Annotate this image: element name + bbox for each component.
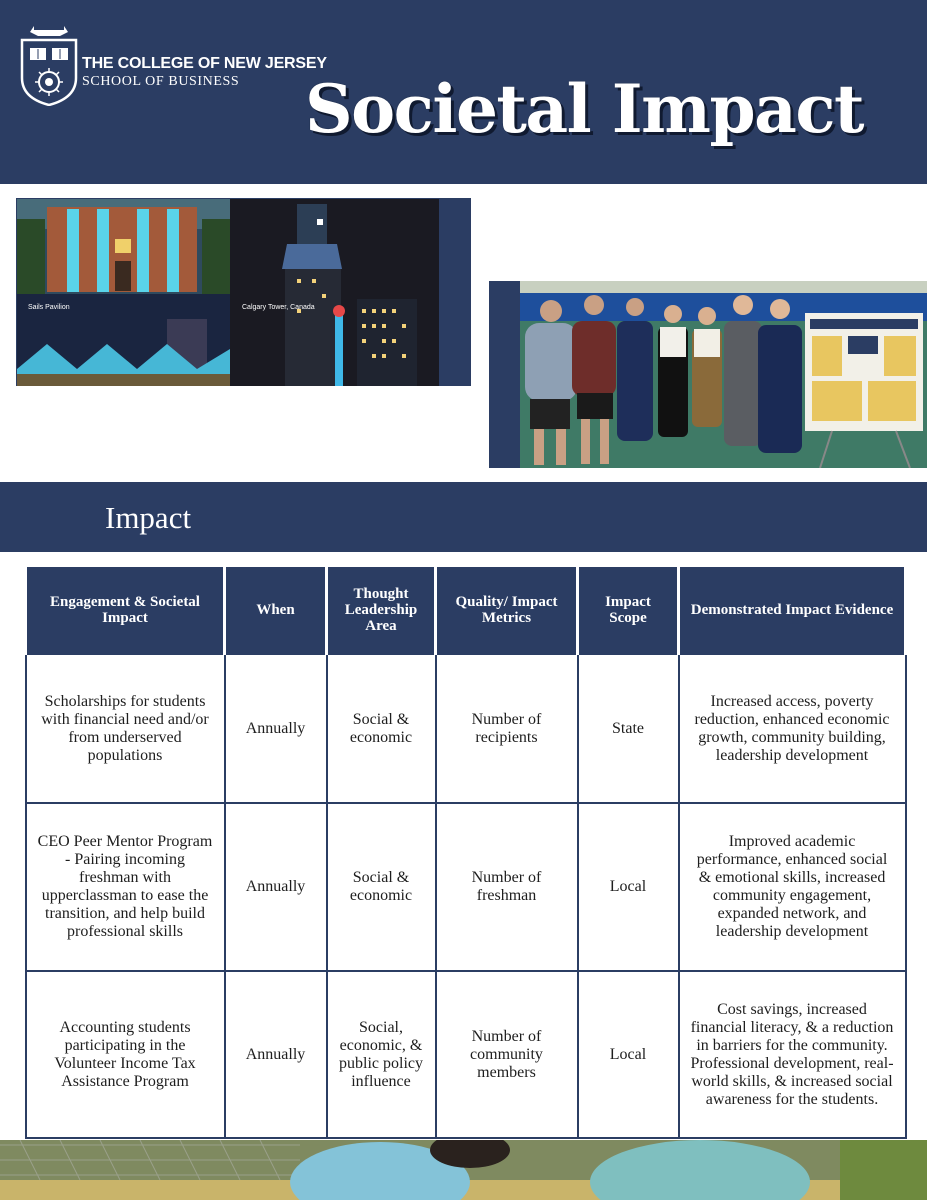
outdoor-volunteers-illustration bbox=[0, 1140, 927, 1200]
table-row bbox=[26, 971, 906, 1138]
photo-strip-volunteers bbox=[0, 1140, 927, 1200]
cell-engagement: Accounting students participating in the Volunteer Income Tax Assistance Program bbox=[26, 971, 225, 1138]
cell-scope: State bbox=[578, 654, 679, 803]
table-header bbox=[26, 567, 906, 654]
cell-when: Annually bbox=[225, 803, 327, 971]
cell-evidence: Increased access, poverty reduction, enhanced economic growth, community building, leadership development bbox=[679, 654, 906, 803]
cell-when: Annually bbox=[225, 654, 327, 803]
cell-engagement: Scholarships for students with financial need and/or from underserved populations bbox=[26, 654, 225, 803]
photo-caption-calgary-tower: Calgary Tower, Canada bbox=[242, 304, 315, 311]
institution-name: THE COLLEGE OF NEW JERSEY bbox=[82, 55, 327, 72]
table-row bbox=[26, 803, 906, 971]
column-header-scope: Impact Scope bbox=[578, 567, 679, 654]
night-buildings-illustration bbox=[17, 199, 439, 386]
impact-table bbox=[24, 567, 907, 1139]
student-group-illustration bbox=[520, 281, 927, 468]
cell-engagement: CEO Peer Mentor Program - Pairing incoming freshman with upperclassman to ease the transition, and help build professional skills bbox=[26, 803, 225, 971]
cell-when: Annually bbox=[225, 971, 327, 1138]
cell-scope: Local bbox=[578, 971, 679, 1138]
cell-evidence: Improved academic performance, enhanced social & emotional skills, increased community engagement, expanded network, and leadership development bbox=[679, 803, 906, 971]
section-title: Impact bbox=[105, 500, 192, 535]
college-seal-icon bbox=[18, 22, 80, 106]
photo-caption-sails-pavilion: Sails Pavilion bbox=[28, 304, 70, 311]
photo-students-group bbox=[520, 281, 927, 468]
cell-metrics: Number of community members bbox=[436, 971, 578, 1138]
cell-metrics: Number of freshman bbox=[436, 803, 578, 971]
column-header-area: Thought Leadership Area bbox=[327, 567, 436, 654]
cell-area: Social & economic bbox=[327, 803, 436, 971]
column-header-evidence: Demonstrated Impact Evidence bbox=[679, 567, 906, 654]
column-header-engagement: Engagement & Societal Impact bbox=[26, 567, 225, 654]
header-banner bbox=[0, 0, 927, 184]
school-name: SCHOOL OF BUSINESS bbox=[82, 74, 240, 89]
column-header-metrics: Quality/ Impact Metrics bbox=[436, 567, 578, 654]
page-title: Societal Impact bbox=[305, 70, 864, 148]
cell-evidence: Cost savings, increased financial literacy, & a reduction in barriers for the community. Professional development, real-world skills, & increased social awareness for the students. bbox=[679, 971, 906, 1138]
cell-scope: Local bbox=[578, 803, 679, 971]
table-header-row bbox=[26, 567, 906, 654]
photo-collage-night-venues bbox=[17, 199, 439, 386]
cell-metrics: Number of recipients bbox=[436, 654, 578, 803]
cell-area: Social & economic bbox=[327, 654, 436, 803]
cell-area: Social, economic, & public policy influence bbox=[327, 971, 436, 1138]
table-row bbox=[26, 654, 906, 803]
column-header-when: When bbox=[225, 567, 327, 654]
